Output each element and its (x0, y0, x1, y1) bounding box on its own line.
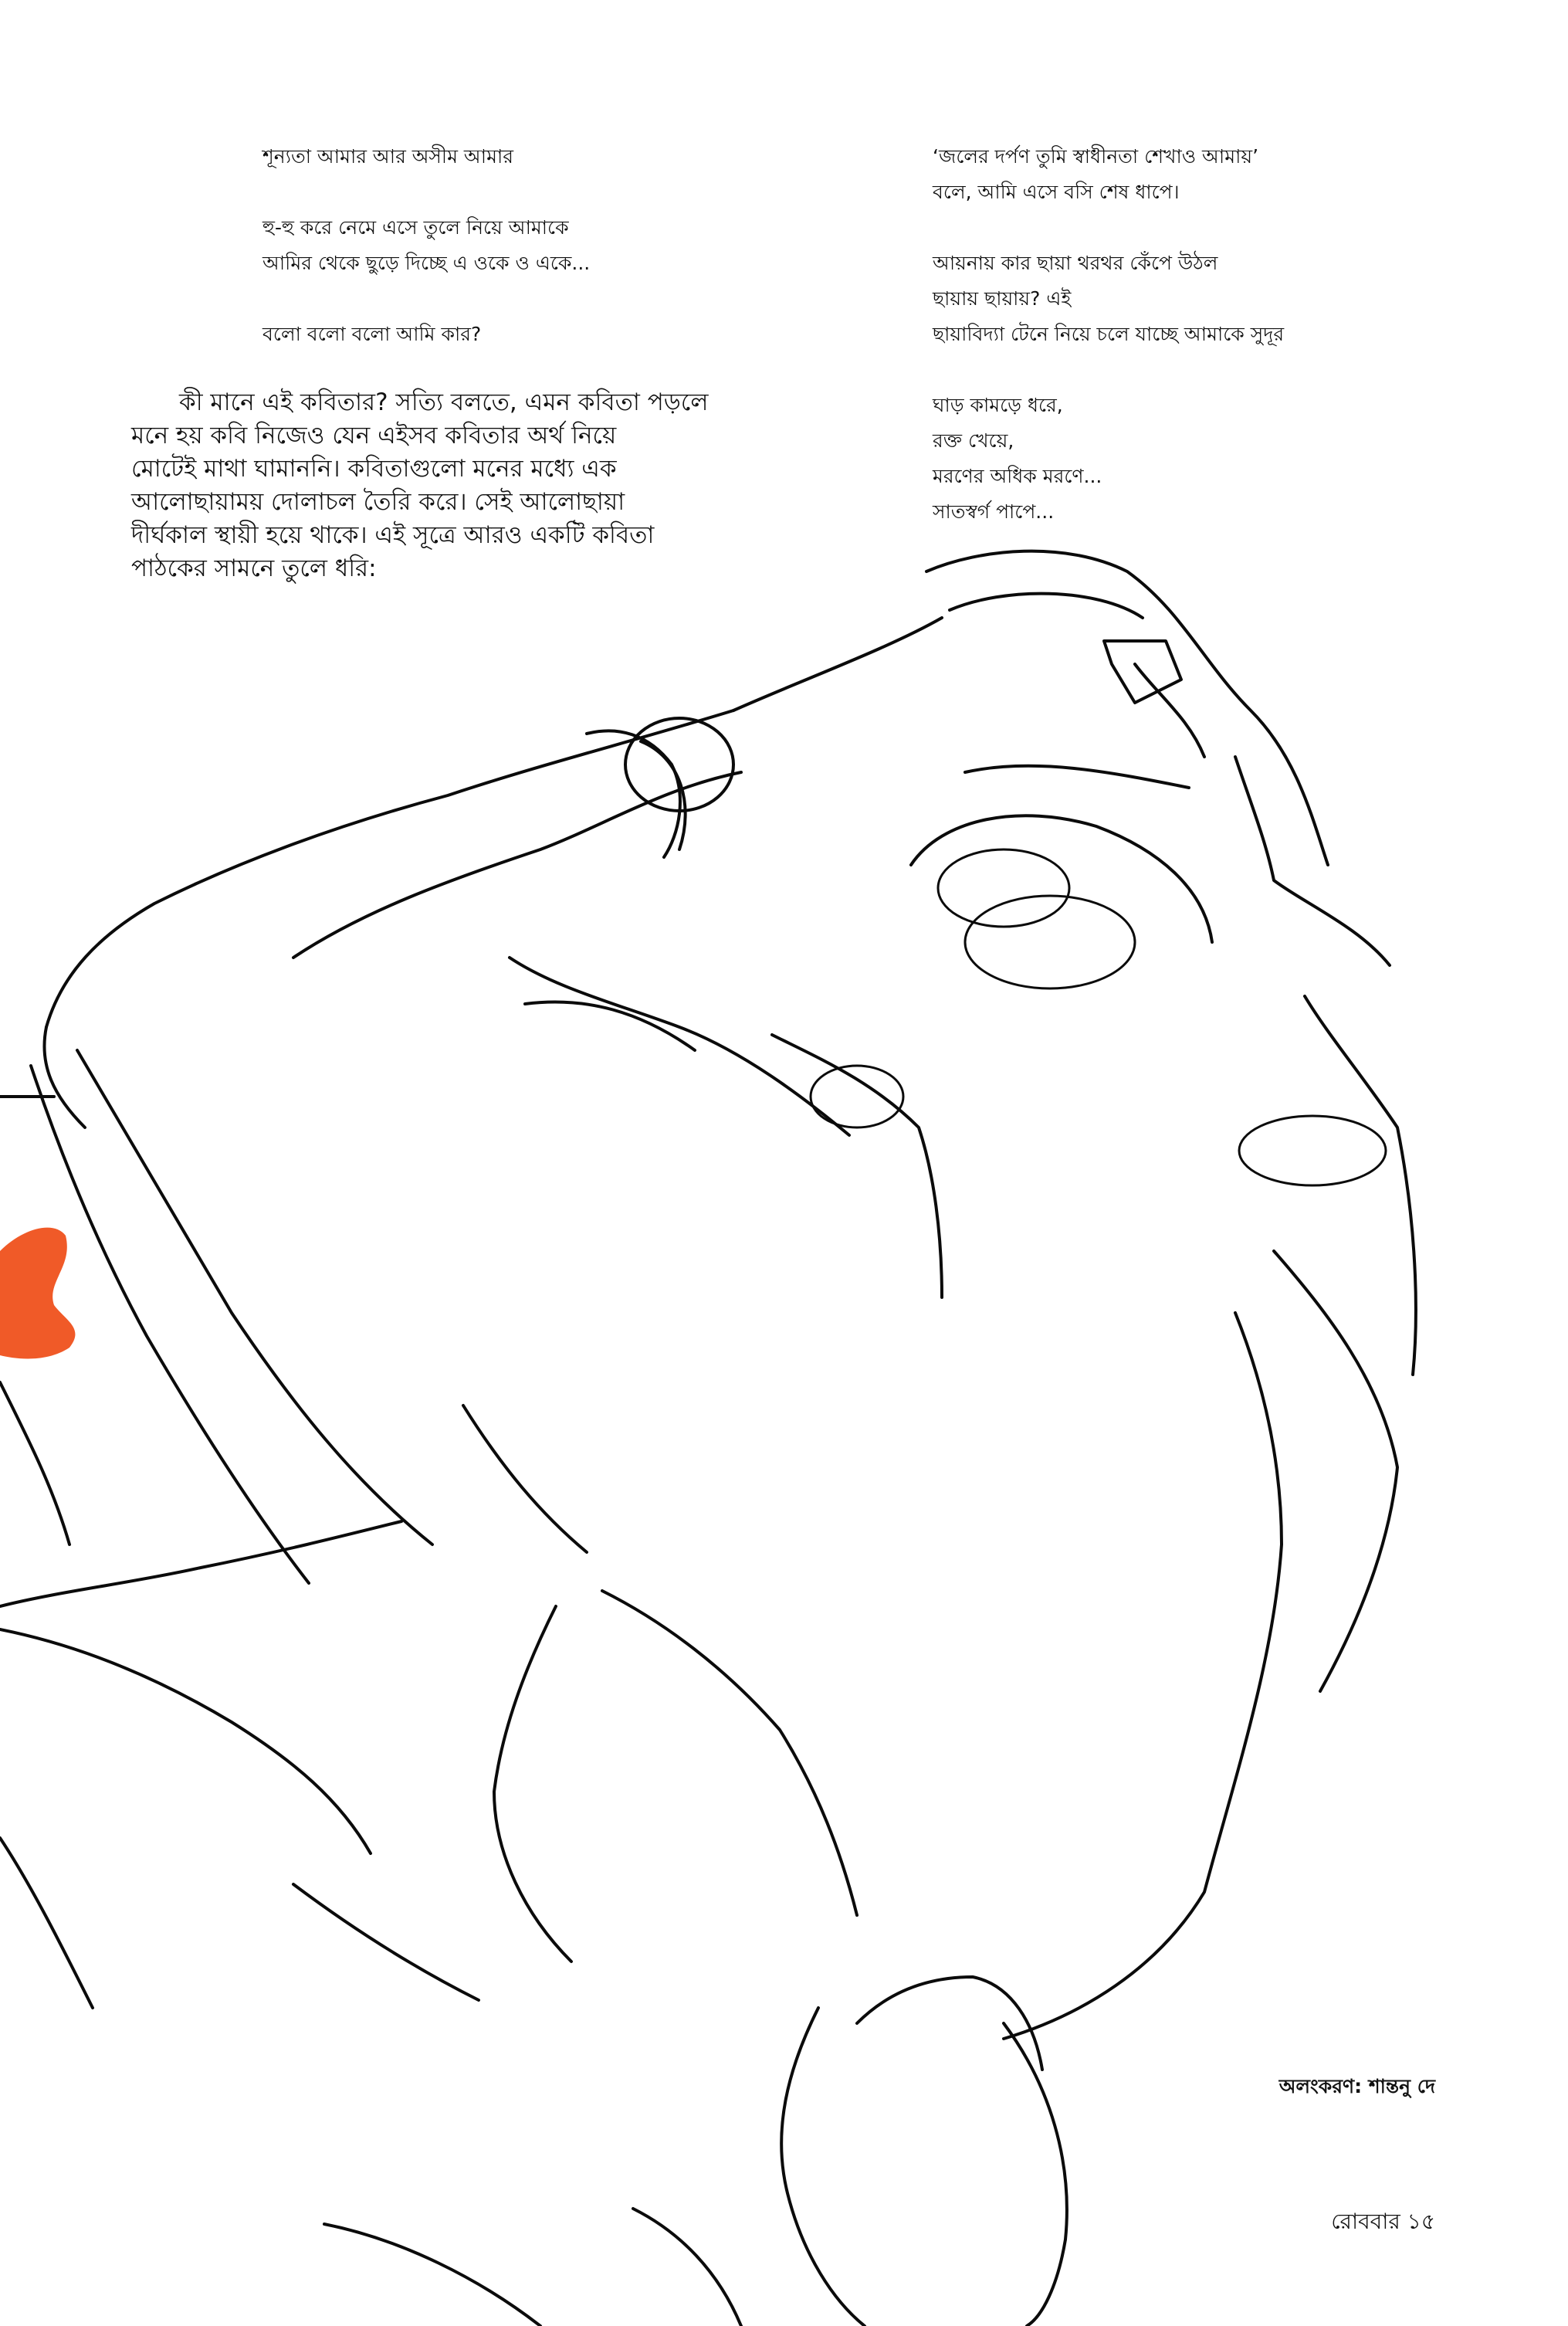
orange-blob-shape (0, 1228, 75, 1359)
prose-line: মোটেই মাথা ঘামাননি। কবিতাগুলো মনের মধ্যে এক (131, 455, 617, 483)
prose-line: মনে হয় কবি নিজেও যেন এইসব কবিতার অর্থ নিয়ে (131, 422, 617, 449)
poem-line: রক্ত খেয়ে, (933, 429, 1014, 452)
poem-line: ছায়াবিদ্যা টেনে নিয়ে চলে যাচ্ছে আমাকে সুদূর (933, 323, 1285, 345)
stanza-gap (933, 352, 1284, 388)
poem-line: বলে, আমি এসে বসি শেষ ধাপে। (933, 181, 1180, 203)
prose-line: পাঠকের সামনে তুলে ধরি: (131, 554, 377, 582)
poem-line: আয়নায় কার ছায়া থরথর কেঁপে উঠল (933, 252, 1218, 274)
page-folio: রোববার ১৫ (1331, 2209, 1435, 2234)
poem-line: ঘাড় কামড়ে ধরে, (933, 394, 1063, 416)
poem-line: সাতস্বর্গ পাপে... (933, 500, 1055, 523)
stanza-gap (933, 210, 1284, 246)
stanza-gap (262, 281, 590, 317)
prose-line: কী মানে এই কবিতার? সত্যি বলতে, এমন কবিতা পড়লে (179, 388, 709, 416)
stanza-gap (262, 175, 590, 210)
poem-line: ছায়ায় ছায়ায়? এই (933, 287, 1072, 310)
prose-paragraph (131, 386, 733, 585)
poem-line: হু-হু করে নেমে এসে তুলে নিয়ে আমাকে (262, 216, 569, 239)
poem-line: আমির থেকে ছুড়ে দিচ্ছে এ ওকে ও একে... (262, 252, 591, 274)
poem-left (262, 139, 590, 352)
poem-line: মরণের অধিক মরণে... (933, 465, 1102, 487)
poem-right (933, 139, 1284, 530)
poem-line: বলো বলো বলো আমি কার? (262, 323, 482, 345)
poem-line: ‘জলের দর্পণ তুমি স্বাধীনতা শেখাও আমায়’ (933, 145, 1259, 168)
prose-line: দীর্ঘকাল স্থায়ী হয়ে থাকে। এই সূত্রে আরও একটি কবিতা (131, 521, 655, 549)
illustration-credit: অলংকরণ: শান্তনু দে (1278, 2075, 1435, 2097)
poem-line: শূন্যতা আমার আর অসীম আমার (262, 145, 513, 168)
prose-line: আলোছায়াময় দোলাচল তৈরি করে। সেই আলোছায়া (131, 488, 625, 516)
